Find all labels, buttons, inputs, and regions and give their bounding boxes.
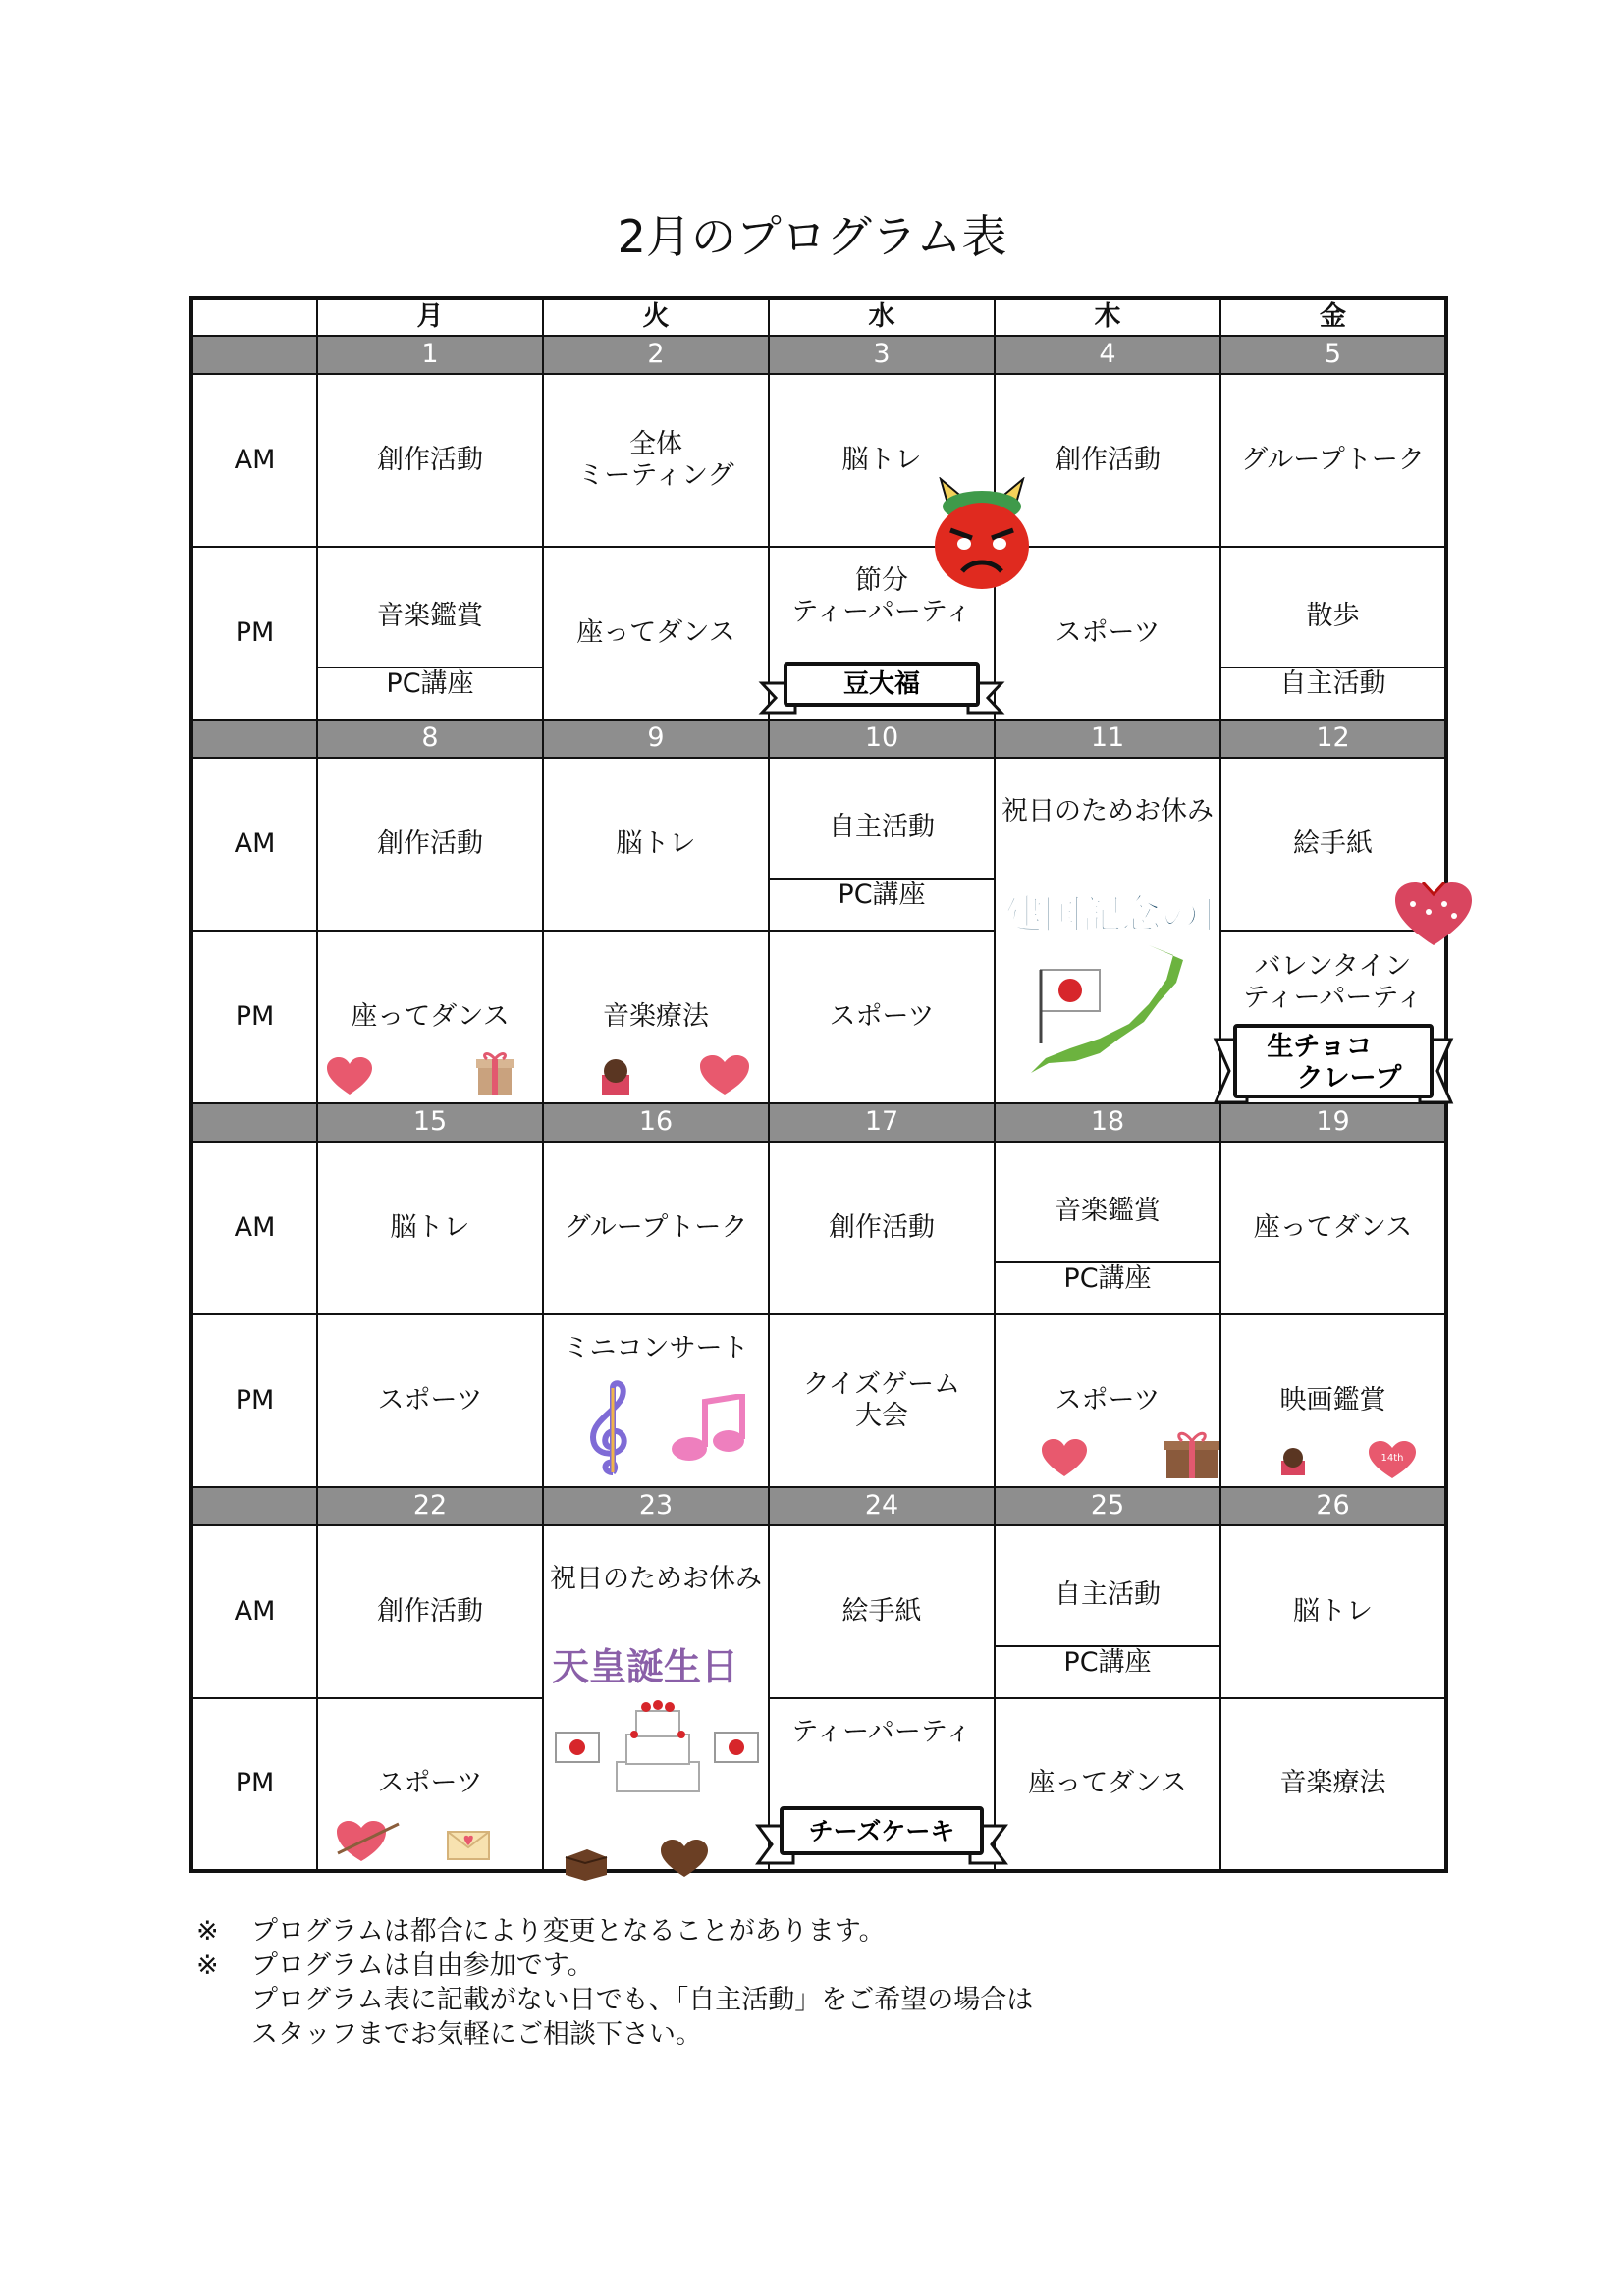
program-cell: 音楽療法 [543,931,769,1103]
date-cell: 15 [317,1103,543,1142]
heart-icon [660,1840,709,1879]
holiday-note: 祝日のためお休み [550,1564,762,1594]
program-cell: グループトーク [543,1142,769,1314]
program-cell: 座ってダンス [543,547,769,720]
period-label-am: AM [191,1525,317,1698]
date-cell: 4 [995,336,1220,374]
date-row [191,336,1446,374]
date-cell: 25 [995,1487,1220,1525]
program-cell: 創作活動 [317,758,543,931]
music-note-icon [668,1394,746,1463]
program-cell: 脳トレ [1220,1525,1446,1698]
am-row [191,1525,1446,1698]
holiday-note: 祝日のためお休み [1001,796,1214,827]
program-cell-valentine: バレンタイン ティーパーティ 生チョコ クレープ [1220,931,1446,1103]
date-cell: 18 [995,1103,1220,1142]
program-cell-split [995,1525,1220,1698]
program-top: 散歩 [1221,566,1444,667]
ribbon-text: 豆大福 [842,669,921,699]
program-top: 音楽鑑賞 [996,1161,1219,1262]
program-cell: 絵手紙 [1220,758,1446,931]
treble-clef-icon [583,1378,642,1476]
date-cell: 24 [769,1487,995,1525]
program-bottom: 自主活動 [1279,667,1386,699]
date-cell: 22 [317,1487,543,1525]
holiday-art-text: 天皇誕生日 [552,1645,739,1688]
pm-row [191,931,1446,1103]
heart-arrow-icon [336,1820,401,1863]
date-cell: 19 [1220,1103,1446,1142]
date-cell: 8 [317,720,543,758]
date-cell: 16 [543,1103,769,1142]
date-cell: 9 [543,720,769,758]
notes-section [196,1914,1033,2052]
chocolate-icon [1276,1447,1310,1476]
program-cell: スポーツ [995,1314,1220,1487]
program-cell: スポーツ [317,1314,543,1487]
program-cell-split [317,547,543,720]
period-label-pm: PM [191,547,317,720]
date-cell: 11 [995,720,1220,758]
program-cell: 映画鑑賞 14th [1220,1314,1446,1487]
date-cell: 5 [1220,336,1446,374]
program-cell-setsubun: 節分 ティーパーティ 豆大福 [769,547,995,720]
ribbon-banner [1212,1020,1455,1108]
flag-sun-icon [1058,979,1082,1002]
program-bottom: PC講座 [1063,1262,1152,1294]
heart-14th-icon [1368,1441,1417,1480]
heart-icon [1041,1439,1088,1478]
date-cell: 10 [769,720,995,758]
holiday-cell [543,1525,769,1871]
program-cell: スポーツ [769,931,995,1103]
program-cell: 創作活動 [769,1142,995,1314]
program-cell-concert [543,1314,769,1487]
pm-row [191,1314,1446,1487]
program-cell: 座ってダンス [317,931,543,1103]
program-cell: 創作活動 [317,374,543,547]
corner-cell [191,298,317,336]
cake-icon [617,1700,699,1791]
date-cell: 12 [1220,720,1446,758]
program-cell-split [1220,547,1446,720]
am-row [191,1142,1446,1314]
program-top: 自主活動 [996,1545,1219,1646]
ribbon-banner [754,1800,1009,1869]
weekday-wed: 水 [769,298,995,336]
holiday-illustration-kenkoku [1001,877,1218,1083]
date-cell: 2 [543,336,769,374]
program-cell: 全体 ミーティング [543,374,769,547]
date-cell: 1 [317,336,543,374]
date-cell: 3 [769,336,995,374]
ribbon-text: クレープ [1296,1063,1401,1094]
note-item: ※ プログラムは自由参加です。 [196,1950,594,1981]
program-top: 自主活動 [770,777,994,879]
program-cell: 脳トレ [769,374,995,547]
program-cell: グループトーク [1220,374,1446,547]
program-cell: 創作活動 [995,374,1220,547]
program-cell: クイズゲーム 大会 [769,1314,995,1487]
weekday-header-row [191,298,1446,336]
program-top: 音楽鑑賞 [318,566,542,667]
date-cell: 23 [543,1487,769,1525]
note-item: ※ プログラムは都合により変更となることがあります。 [196,1916,886,1947]
date-cell: 26 [1220,1487,1446,1525]
program-cell: スポーツ [995,547,1220,720]
weekday-thu: 木 [995,298,1220,336]
program-cell: 座ってダンス [1220,1142,1446,1314]
svg-text:14th: 14th [1380,1453,1404,1464]
program-cell: 脳トレ [543,758,769,931]
weekday-tue: 火 [543,298,769,336]
program-bottom: PC講座 [1063,1646,1152,1678]
chocolate-box-icon [562,1847,611,1881]
program-cell-cheesecake: ティーパーティ チーズケーキ [769,1698,995,1871]
period-label-am: AM [191,374,317,547]
weekday-mon: 月 [317,298,543,336]
holiday-illustration-emperor [546,1625,768,1801]
envelope-icon [446,1826,491,1861]
date-row [191,1103,1446,1142]
date-cell: 17 [769,1103,995,1142]
happy-valentine-heart-icon [699,1055,750,1096]
period-label-am: AM [191,1142,317,1314]
date-row [191,1487,1446,1525]
period-label-pm: PM [191,1698,317,1871]
program-cell: 脳トレ [317,1142,543,1314]
pm-row [191,547,1446,720]
weekday-fri: 金 [1220,298,1446,336]
date-row [191,720,1446,758]
oni-mask-icon [927,477,1037,593]
ribbon-text: 生チョコ [1266,1032,1373,1062]
program-calendar [189,296,1448,1873]
program-text: ミニコンサート [563,1333,749,1363]
note-sub-line: プログラム表に記載がない日でも、「自主活動」をご希望の場合は [251,1985,1034,2015]
ribbon-text: チーズケーキ [808,1817,955,1845]
program-cell-split [995,1142,1220,1314]
program-cell: 絵手紙 [769,1525,995,1698]
chocolate-icon [597,1057,634,1096]
pm-row [191,1698,1446,1871]
gift-box-icon [475,1049,514,1096]
program-cell: スポーツ [317,1698,543,1871]
period-label-pm: PM [191,931,317,1103]
heart-icon [326,1057,373,1096]
program-bottom: PC講座 [386,667,474,699]
program-cell: 音楽療法 [1220,1698,1446,1871]
program-cell: 座ってダンス [995,1698,1220,1871]
am-row [191,758,1446,931]
gift-box-icon [1163,1427,1221,1480]
period-label-am: AM [191,758,317,931]
period-label-pm: PM [191,1314,317,1487]
ribbon-banner [756,656,1007,719]
program-cell-split [769,758,995,931]
am-row [191,374,1446,547]
holiday-cell [995,758,1220,1103]
program-cell: 創作活動 [317,1525,543,1698]
note-sub-line: スタッフまでお気軽にご相談下さい。 [251,2019,702,2050]
page-title: 2月のプログラム表 [617,210,1007,263]
holiday-art-text: 建国記念の日 [1003,892,1218,937]
program-bottom: PC講座 [838,879,926,910]
